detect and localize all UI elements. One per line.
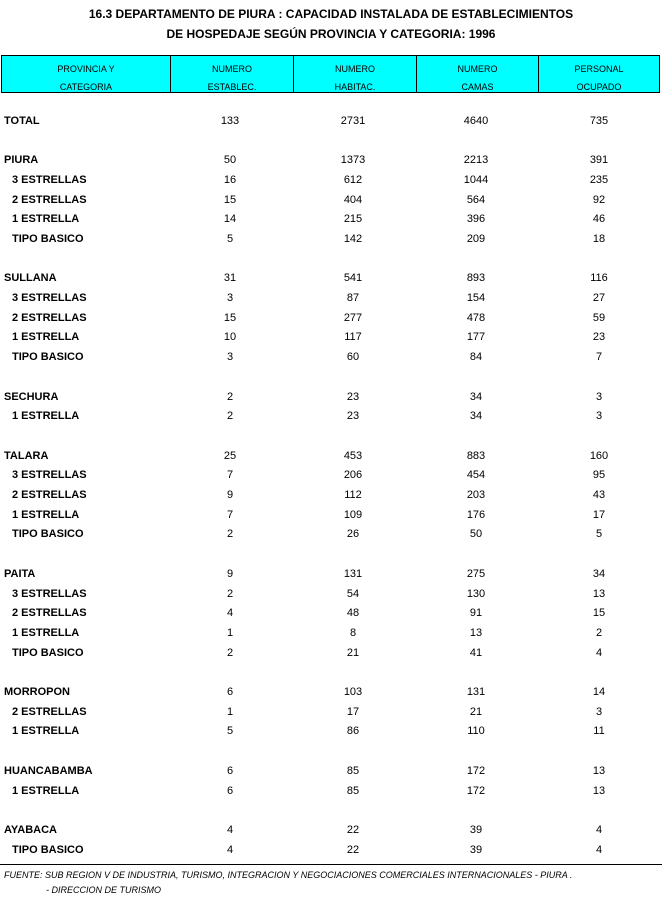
personal-value: 160 bbox=[589, 450, 609, 462]
camas-value: 883 bbox=[466, 450, 486, 462]
provincia-label: AYABACA bbox=[4, 824, 57, 836]
establec-value: 6 bbox=[226, 686, 234, 698]
table-row bbox=[0, 823, 662, 837]
habitac-value: 85 bbox=[346, 785, 360, 797]
establec-value: 2 bbox=[226, 391, 234, 403]
establec-value: 7 bbox=[226, 509, 234, 521]
camas-value: 176 bbox=[466, 509, 486, 521]
categoria-label: 1 ESTRELLA bbox=[12, 331, 80, 343]
categoria-label: 1 ESTRELLA bbox=[12, 785, 80, 797]
categoria-label: 1 ESTRELLA bbox=[12, 509, 80, 521]
camas-value: 275 bbox=[466, 568, 486, 580]
personal-value: 391 bbox=[589, 154, 609, 166]
habitac-value: 215 bbox=[343, 213, 363, 225]
table-row bbox=[0, 606, 662, 620]
personal-value: 4 bbox=[595, 844, 603, 856]
provincia-label: MORROPON bbox=[4, 686, 70, 698]
establec-value: 2 bbox=[226, 588, 234, 600]
camas-value: 131 bbox=[466, 686, 486, 698]
table-row bbox=[0, 587, 662, 601]
categoria-label: TIPO BASICO bbox=[12, 351, 84, 363]
habitac-value: 453 bbox=[343, 450, 363, 462]
table-title-line-2: DE HOSPEDAJE SEGÚN PROVINCIA Y CATEGORIA: 1996 bbox=[166, 27, 496, 41]
personal-value: 43 bbox=[592, 489, 606, 501]
personal-value: 4 bbox=[595, 647, 603, 659]
camas-value: 454 bbox=[466, 469, 486, 481]
habitac-value: 206 bbox=[343, 469, 363, 481]
table-row bbox=[0, 311, 662, 325]
establec-value: 5 bbox=[226, 233, 234, 245]
camas-value: 154 bbox=[466, 292, 486, 304]
camas-value: 4640 bbox=[463, 115, 489, 127]
establec-value: 9 bbox=[226, 489, 234, 501]
camas-value: 34 bbox=[469, 391, 483, 403]
establec-value: 4 bbox=[226, 824, 234, 836]
source-divider bbox=[0, 864, 662, 865]
establec-value: 15 bbox=[223, 312, 237, 324]
habitac-value: 85 bbox=[346, 765, 360, 777]
camas-value: 91 bbox=[469, 607, 483, 619]
table-row bbox=[0, 449, 662, 463]
table-row bbox=[0, 724, 662, 738]
habitac-value: 103 bbox=[343, 686, 363, 698]
establec-value: 50 bbox=[223, 154, 237, 166]
camas-value: 110 bbox=[467, 725, 485, 737]
provincia-label: TOTAL bbox=[4, 115, 40, 127]
table-row bbox=[0, 330, 662, 344]
table-row bbox=[0, 784, 662, 798]
table-row bbox=[0, 685, 662, 699]
establec-value: 9 bbox=[226, 568, 234, 580]
habitac-value: 22 bbox=[346, 844, 360, 856]
header-provincia-categoria: PROVINCIA Y CATEGORIA bbox=[57, 64, 115, 92]
camas-value: 177 bbox=[466, 331, 486, 343]
personal-value: 2 bbox=[595, 627, 603, 639]
establec-value: 1 bbox=[226, 627, 234, 639]
personal-value: 34 bbox=[592, 568, 606, 580]
provincia-label: PIURA bbox=[4, 154, 39, 166]
camas-value: 396 bbox=[466, 213, 486, 225]
provincia-label: SULLANA bbox=[4, 272, 57, 284]
categoria-label: 1 ESTRELLA bbox=[12, 213, 80, 225]
camas-value: 2213 bbox=[463, 154, 489, 166]
establec-value: 7 bbox=[226, 469, 234, 481]
table-row bbox=[0, 173, 662, 187]
table-row bbox=[0, 567, 662, 581]
camas-value: 34 bbox=[469, 410, 483, 422]
establec-value: 25 bbox=[223, 450, 237, 462]
personal-value: 235 bbox=[589, 174, 609, 186]
table-row bbox=[0, 350, 662, 364]
establec-value: 15 bbox=[223, 194, 237, 206]
personal-value: 92 bbox=[592, 194, 606, 206]
table-row bbox=[0, 390, 662, 404]
table-row bbox=[0, 212, 662, 226]
table-row bbox=[0, 193, 662, 207]
categoria-label: TIPO BASICO bbox=[12, 844, 84, 856]
header-numero-camas: NUMERO CAMAS bbox=[416, 56, 538, 92]
habitac-value: 54 bbox=[346, 588, 360, 600]
habitac-value: 117 bbox=[344, 331, 362, 343]
establec-value: 3 bbox=[226, 351, 234, 363]
personal-value: 17 bbox=[592, 509, 606, 521]
provincia-label: HUANCABAMBA bbox=[4, 765, 93, 777]
establec-value: 31 bbox=[223, 272, 237, 284]
table-row bbox=[0, 527, 662, 541]
camas-value: 203 bbox=[466, 489, 486, 501]
camas-value: 41 bbox=[469, 647, 483, 659]
categoria-label: TIPO BASICO bbox=[12, 233, 84, 245]
habitac-value: 26 bbox=[346, 528, 360, 540]
categoria-label: 3 ESTRELLAS bbox=[12, 174, 87, 186]
table-row bbox=[0, 114, 662, 128]
camas-value: 209 bbox=[466, 233, 486, 245]
habitac-value: 404 bbox=[343, 194, 363, 206]
habitac-value: 541 bbox=[343, 272, 363, 284]
personal-value: 14 bbox=[592, 686, 606, 698]
habitac-value: 8 bbox=[349, 627, 357, 639]
header-numero-habitac: NUMERO HABITAC. bbox=[293, 56, 416, 92]
habitac-value: 22 bbox=[346, 824, 360, 836]
establec-value: 133 bbox=[220, 115, 240, 127]
categoria-label: 2 ESTRELLAS bbox=[12, 489, 87, 501]
table-row bbox=[0, 705, 662, 719]
establec-value: 10 bbox=[223, 331, 237, 343]
camas-value: 130 bbox=[466, 588, 486, 600]
table-row bbox=[0, 271, 662, 285]
establec-value: 6 bbox=[226, 765, 234, 777]
personal-value: 11 bbox=[593, 725, 605, 737]
provincia-label: TALARA bbox=[4, 450, 49, 462]
habitac-value: 2731 bbox=[340, 115, 366, 127]
camas-value: 50 bbox=[469, 528, 483, 540]
establec-value: 4 bbox=[226, 607, 234, 619]
personal-value: 4 bbox=[595, 824, 603, 836]
table-row bbox=[0, 409, 662, 423]
habitac-value: 60 bbox=[346, 351, 360, 363]
table-row bbox=[0, 764, 662, 778]
camas-value: 172 bbox=[466, 785, 486, 797]
establec-value: 14 bbox=[223, 213, 237, 225]
personal-value: 3 bbox=[595, 391, 603, 403]
table-row bbox=[0, 488, 662, 502]
establec-value: 16 bbox=[223, 174, 237, 186]
habitac-value: 112 bbox=[344, 489, 362, 501]
habitac-value: 142 bbox=[343, 233, 363, 245]
categoria-label: 3 ESTRELLAS bbox=[12, 469, 87, 481]
habitac-value: 23 bbox=[346, 410, 360, 422]
habitac-value: 131 bbox=[343, 568, 363, 580]
personal-value: 27 bbox=[592, 292, 606, 304]
habitac-value: 21 bbox=[346, 647, 360, 659]
establec-value: 6 bbox=[226, 785, 234, 797]
table-row bbox=[0, 626, 662, 640]
establec-value: 2 bbox=[226, 528, 234, 540]
personal-value: 18 bbox=[592, 233, 606, 245]
habitac-value: 109 bbox=[343, 509, 363, 521]
camas-value: 478 bbox=[466, 312, 486, 324]
categoria-label: 3 ESTRELLAS bbox=[12, 292, 87, 304]
categoria-label: 2 ESTRELLAS bbox=[12, 194, 87, 206]
personal-value: 13 bbox=[592, 765, 606, 777]
personal-value: 116 bbox=[590, 272, 608, 284]
establec-value: 4 bbox=[226, 844, 234, 856]
habitac-value: 87 bbox=[346, 292, 360, 304]
camas-value: 13 bbox=[469, 627, 483, 639]
habitac-value: 23 bbox=[346, 391, 360, 403]
habitac-value: 1373 bbox=[340, 154, 366, 166]
establec-value: 2 bbox=[226, 647, 234, 659]
table-row bbox=[0, 153, 662, 167]
table-row bbox=[0, 232, 662, 246]
personal-value: 7 bbox=[595, 351, 603, 363]
habitac-value: 612 bbox=[343, 174, 363, 186]
categoria-label: 1 ESTRELLA bbox=[12, 627, 80, 639]
camas-value: 172 bbox=[466, 765, 486, 777]
categoria-label: 3 ESTRELLAS bbox=[12, 588, 87, 600]
personal-value: 5 bbox=[595, 528, 603, 540]
header-personal-ocupado: PERSONAL OCUPADO bbox=[538, 56, 659, 92]
table-row bbox=[0, 468, 662, 482]
establec-value: 3 bbox=[226, 292, 234, 304]
table-header bbox=[1, 55, 660, 93]
establec-value: 5 bbox=[226, 725, 234, 737]
personal-value: 13 bbox=[592, 785, 606, 797]
categoria-label: 2 ESTRELLAS bbox=[12, 312, 87, 324]
source-note-line-1: FUENTE: SUB REGION V DE INDUSTRIA, TURISMO, INTEGRACION Y NEGOCIACIONES COMERCIALES INTERNACIONALES - PIURA . bbox=[4, 870, 573, 880]
personal-value: 3 bbox=[595, 706, 603, 718]
establec-value: 1 bbox=[226, 706, 234, 718]
camas-value: 21 bbox=[469, 706, 483, 718]
camas-value: 1044 bbox=[463, 174, 489, 186]
camas-value: 39 bbox=[469, 844, 483, 856]
personal-value: 735 bbox=[589, 115, 609, 127]
personal-value: 46 bbox=[592, 213, 606, 225]
categoria-label: 1 ESTRELLA bbox=[12, 410, 80, 422]
personal-value: 3 bbox=[595, 410, 603, 422]
provincia-label: PAITA bbox=[4, 568, 36, 580]
provincia-label: SECHURA bbox=[4, 391, 59, 403]
header-numero-establec: NUMERO ESTABLEC. bbox=[170, 56, 293, 92]
personal-value: 95 bbox=[592, 469, 606, 481]
categoria-label: 1 ESTRELLA bbox=[12, 725, 80, 737]
table-row bbox=[0, 291, 662, 305]
habitac-value: 17 bbox=[346, 706, 360, 718]
camas-value: 39 bbox=[469, 824, 483, 836]
personal-value: 23 bbox=[592, 331, 606, 343]
camas-value: 84 bbox=[469, 351, 483, 363]
camas-value: 564 bbox=[466, 194, 486, 206]
categoria-label: 2 ESTRELLAS bbox=[12, 706, 87, 718]
personal-value: 15 bbox=[592, 607, 606, 619]
table-title-line-1: 16.3 DEPARTAMENTO DE PIURA : CAPACIDAD INSTALADA DE ESTABLECIMIENTOS bbox=[88, 7, 574, 21]
habitac-value: 86 bbox=[346, 725, 360, 737]
establec-value: 2 bbox=[226, 410, 234, 422]
table-row bbox=[0, 843, 662, 857]
personal-value: 13 bbox=[592, 588, 606, 600]
categoria-label: 2 ESTRELLAS bbox=[12, 607, 87, 619]
habitac-value: 48 bbox=[346, 607, 360, 619]
source-note-line-2: - DIRECCION DE TURISMO bbox=[46, 885, 162, 895]
table-row bbox=[0, 646, 662, 660]
table-row bbox=[0, 508, 662, 522]
categoria-label: TIPO BASICO bbox=[12, 647, 84, 659]
categoria-label: TIPO BASICO bbox=[12, 528, 84, 540]
habitac-value: 277 bbox=[343, 312, 363, 324]
camas-value: 893 bbox=[466, 272, 486, 284]
personal-value: 59 bbox=[592, 312, 606, 324]
